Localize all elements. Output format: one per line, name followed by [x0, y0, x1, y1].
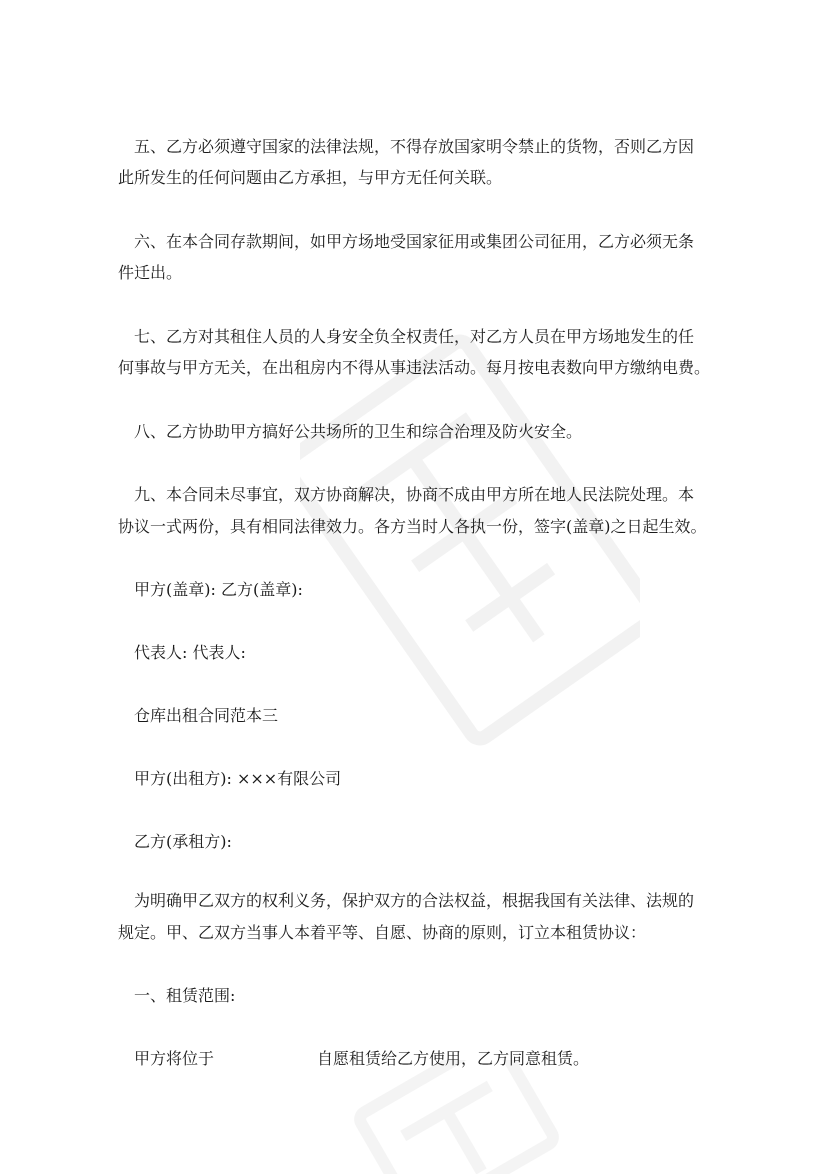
section-title: 仓库出租合同范本三: [134, 706, 279, 725]
seal-line: [118, 570, 738, 610]
clause-1-text-part-2: 自愿租赁给乙方使用，乙方同意租赁。: [317, 1049, 590, 1068]
clause-1-text-part-1: 甲方将位于: [134, 1049, 215, 1068]
party-b-lessee: 乙方(承租方):: [134, 832, 232, 851]
clause-8-line-1: 八、乙方协助甲方搞好公共场所的卫生和综合治理及防火安全。: [134, 422, 583, 441]
clause-7-line-1: 七、乙方对其租住人员的人身安全负全权责任，对乙方人员在甲方场地发生的任: [134, 327, 695, 346]
clause-6-line-2: 件迁出。: [118, 263, 183, 282]
clause-9-line-2: 协议一式两份，具有相同法律效力。各方当时人各执一份，签字(盖章)之日起生效。: [118, 517, 707, 536]
party-a-lessor: 甲方(出租方): ×××有限公司: [134, 769, 342, 788]
clause-6-line-1: 六、在本合同存款期间，如甲方场地受国家征用或集团公司征用，乙方必须无条: [134, 232, 695, 251]
party-a-representative-label: 代表人:: [134, 643, 188, 662]
party-b-representative-label: 代表人:: [192, 643, 246, 662]
preamble-line-2: 规定。甲、乙双方当事人本着平等、自愿、协商的原则，订立本租赁协议：: [118, 923, 647, 942]
party-b-seal-label: 乙方(盖章):: [220, 580, 303, 599]
clause-1-title: 一、租赁范围:: [134, 986, 236, 1005]
clause-1-text: [118, 1039, 738, 1079]
clause-7-line-2: 何事故与甲方无关，在出租房内不得从事违法活动。每月按电表数向甲方缴纳电费。: [118, 358, 711, 377]
clause-5-line-1: 五、乙方必须遵守国家的法律法规，不得存放国家明令禁止的货物，否则乙方因: [134, 137, 695, 156]
preamble-line-1: 为明确甲乙双方的权利义务，保护双方的合法权益，根据我国有关法律、法规的: [134, 891, 695, 910]
clause-5-line-2: 此所发生的任何问题由乙方承担，与甲方无任何关联。: [118, 168, 503, 187]
party-a-seal-label: 甲方(盖章):: [134, 580, 216, 599]
representative-line: [118, 633, 738, 673]
clause-9-line-1: 九、本合同未尽事宜，双方协商解决，协商不成由甲方所在地人民法院处理。本: [134, 485, 695, 504]
